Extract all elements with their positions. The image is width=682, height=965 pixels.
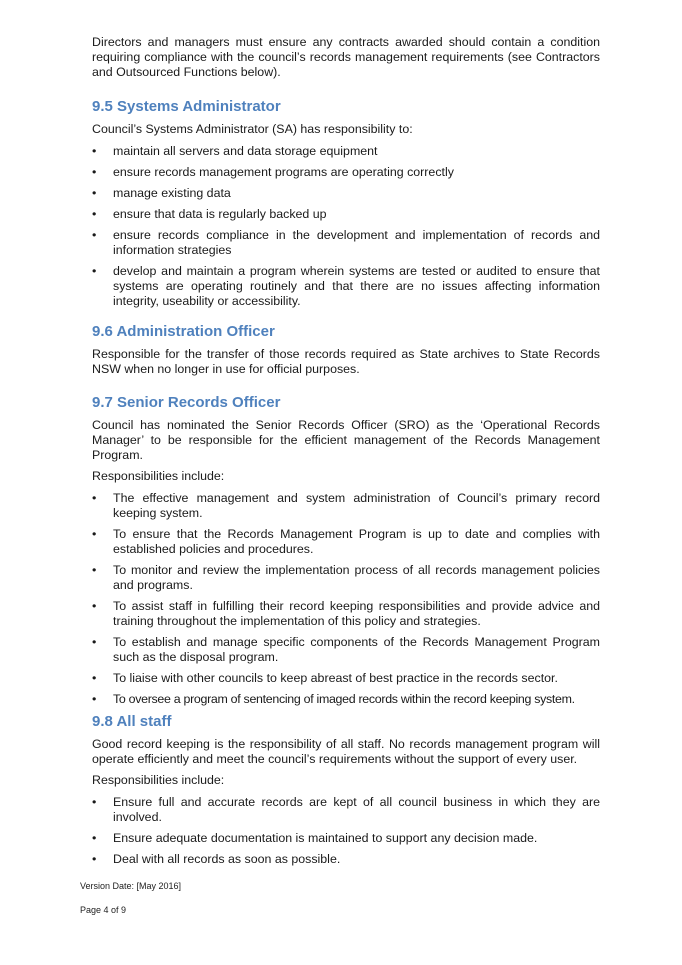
list-item: • Ensure full and accurate records are kept of all council business in which they are involved. <box>92 795 600 825</box>
section-9-7-list <box>92 491 600 707</box>
list-item: • Deal with all records as soon as possible. <box>92 852 600 867</box>
list-item: • ensure records management programs are operating correctly <box>92 165 600 180</box>
section-9-8-list <box>92 795 600 867</box>
list-item: • develop and maintain a program wherein systems are tested or audited to ensure that systems are operating routinely and that there are no issues affecting information integrity, useability or accessibility. <box>92 264 600 309</box>
list-item: • To assist staff in fulfilling their record keeping responsibilities and provide advice and training throughout the implementation of this policy and strategies. <box>92 599 600 629</box>
section-9-5-heading: 9.5 Systems Administrator <box>92 98 281 115</box>
list-item: • To liaise with other councils to keep abreast of best practice in the records sector. <box>92 671 600 686</box>
section-9-8-text: Good record keeping is the responsibility of all staff. No records management program will operate efficiently and meet the council’s requirements without the support of every user. <box>92 737 600 766</box>
section-9-7-responsibilities-label: Responsibilities include: <box>92 469 225 483</box>
section-9-5-list <box>92 144 600 309</box>
section-9-7-text: Council has nominated the Senior Records Officer (SRO) as the ‘Operational Records Manager’ to be responsible for the efficient management of the Records Management Program. <box>92 418 600 462</box>
section-9-8-heading: 9.8 All staff <box>92 713 172 730</box>
section-9-6-heading: 9.6 Administration Officer <box>92 323 275 340</box>
section-9-7-heading: 9.7 Senior Records Officer <box>92 394 281 411</box>
list-item: • To ensure that the Records Management Program is up to date and complies with established policies and procedures. <box>92 527 600 557</box>
section-9-8-responsibilities-label: Responsibilities include: <box>92 773 225 787</box>
section-9-6-text: Responsible for the transfer of those records required as State archives to State Records NSW when no longer in use for official purposes. <box>92 347 600 376</box>
list-item: • To establish and manage specific components of the Records Management Program such as the disposal program. <box>92 635 600 665</box>
list-item: • maintain all servers and data storage equipment <box>92 144 600 159</box>
list-item: • To oversee a program of sentencing of imaged records within the record keeping system. <box>92 692 600 707</box>
intro-paragraph: Directors and managers must ensure any contracts awarded should contain a condition requiring compliance with the council’s records management requirements (see Contractors and Outsourced Functions below). <box>92 35 600 79</box>
page-content <box>92 35 600 873</box>
list-item: • ensure that data is regularly backed up <box>92 207 600 222</box>
list-item: • To monitor and review the implementation process of all records management policies and programs. <box>92 563 600 593</box>
list-item: • manage existing data <box>92 186 600 201</box>
list-item: • The effective management and system administration of Council’s primary record keeping system. <box>92 491 600 521</box>
list-item: • Ensure adequate documentation is maintained to support any decision made. <box>92 831 600 846</box>
footer-version-date: Version Date: [May 2016] <box>80 881 182 891</box>
footer-page-number: Page 4 of 9 <box>80 905 127 915</box>
list-item: • ensure records compliance in the development and implementation of records and information strategies <box>92 228 600 258</box>
section-9-5-lead: Council’s Systems Administrator (SA) has responsibility to: <box>92 122 413 136</box>
